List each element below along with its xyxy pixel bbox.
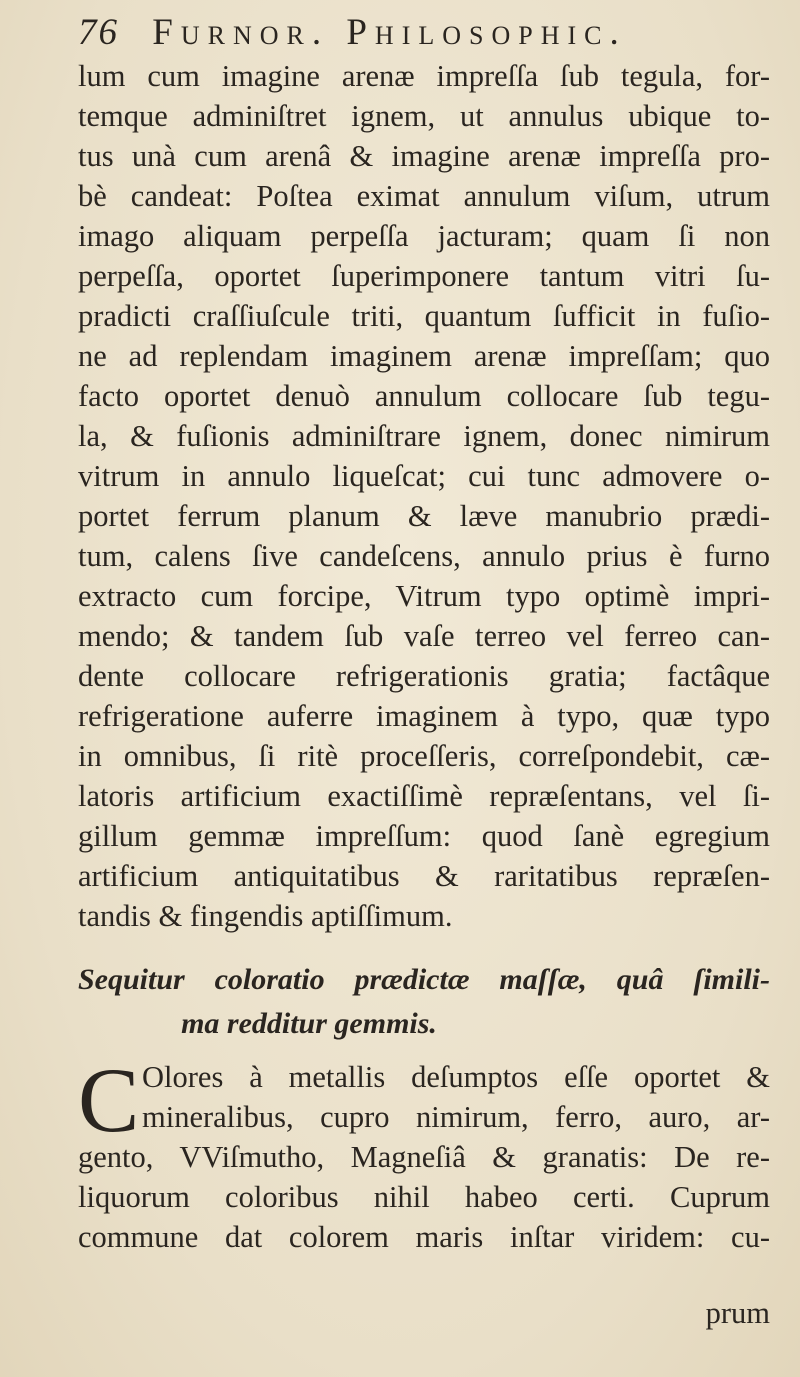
- text-line: vitrum in annulo liqueſcat; cui tunc admovere o-: [78, 459, 770, 493]
- text-line: tandis & fingendis aptiſſimum.: [78, 899, 453, 933]
- text-line: mineralibus, cupro nimirum, ferro, auro, ar-: [142, 1100, 770, 1134]
- catchword: prum: [705, 1296, 770, 1330]
- text-line: tus unà cum arenâ & imagine arenæ impreſſa pro-: [78, 139, 770, 173]
- text-line: temque adminiſtret ignem, ut annulus ubique to-: [78, 99, 770, 133]
- drop-cap: C: [78, 1049, 140, 1151]
- text-line: latoris artificium exactiſſimè repræſentans, vel ſi-: [78, 779, 770, 813]
- text-line: ne ad replendam imaginem arenæ impreſſam; quo: [78, 339, 770, 373]
- text-line: la, & fuſionis adminiſtrare ignem, donec nimirum: [78, 419, 770, 453]
- paragraph-2: [78, 1057, 770, 1257]
- text-line: in omnibus, ſi ritè proceſſeris, correſpondebit, cæ-: [78, 739, 770, 773]
- heading-line: ma redditur gemmis.: [181, 1007, 437, 1040]
- section-heading: [78, 958, 770, 1046]
- text-line: gento, VViſmutho, Magneſiâ & granatis: De re-: [78, 1140, 770, 1174]
- page-header: [78, 8, 768, 58]
- text-line: pradicti craſſiuſcule triti, quantum ſufficit in fuſio-: [78, 299, 770, 333]
- text-line: extracto cum forcipe, Vitrum typo optimè impri-: [78, 579, 770, 613]
- text-line: lum cum imagine arenæ impreſſa ſub tegula, for-: [78, 59, 770, 93]
- page-number: 76: [78, 12, 119, 53]
- text-line: bè candeat: Poſtea eximat annulum viſum, utrum: [78, 179, 770, 213]
- heading-line: Sequitur coloratio prædictæ maſſæ, quâ ſimili-: [78, 963, 770, 996]
- running-title: Furnor. Philosophic.: [152, 12, 627, 53]
- text-line: Olores à metallis deſumptos eſſe oportet &: [142, 1060, 770, 1094]
- text-line: dente collocare refrigerationis gratia; factâque: [78, 659, 770, 693]
- text-line: tum, calens ſive candeſcens, annulo prius è furno: [78, 539, 770, 573]
- text-line: artificium antiquitatibus & raritatibus repræſen-: [78, 859, 770, 893]
- text-line: portet ferrum planum & læve manubrio prædi-: [78, 499, 770, 533]
- text-line: liquorum coloribus nihil habeo certi. Cuprum: [78, 1180, 770, 1214]
- text-line: facto oportet denuò annulum collocare ſub tegu-: [78, 379, 770, 413]
- paragraph-1: [78, 56, 770, 936]
- text-line: refrigeratione auferre imaginem à typo, quæ typo: [78, 699, 770, 733]
- text-line: gillum gemmæ impreſſum: quod ſanè egregium: [78, 819, 770, 853]
- text-line: imago aliquam perpeſſa jacturam; quam ſi non: [78, 219, 770, 253]
- text-line: mendo; & tandem ſub vaſe terreo vel ferreo can-: [78, 619, 770, 653]
- text-line: commune dat colorem maris inſtar viridem: cu-: [78, 1220, 770, 1254]
- text-line: perpeſſa, oportet ſuperimponere tantum vitri ſu-: [78, 259, 770, 293]
